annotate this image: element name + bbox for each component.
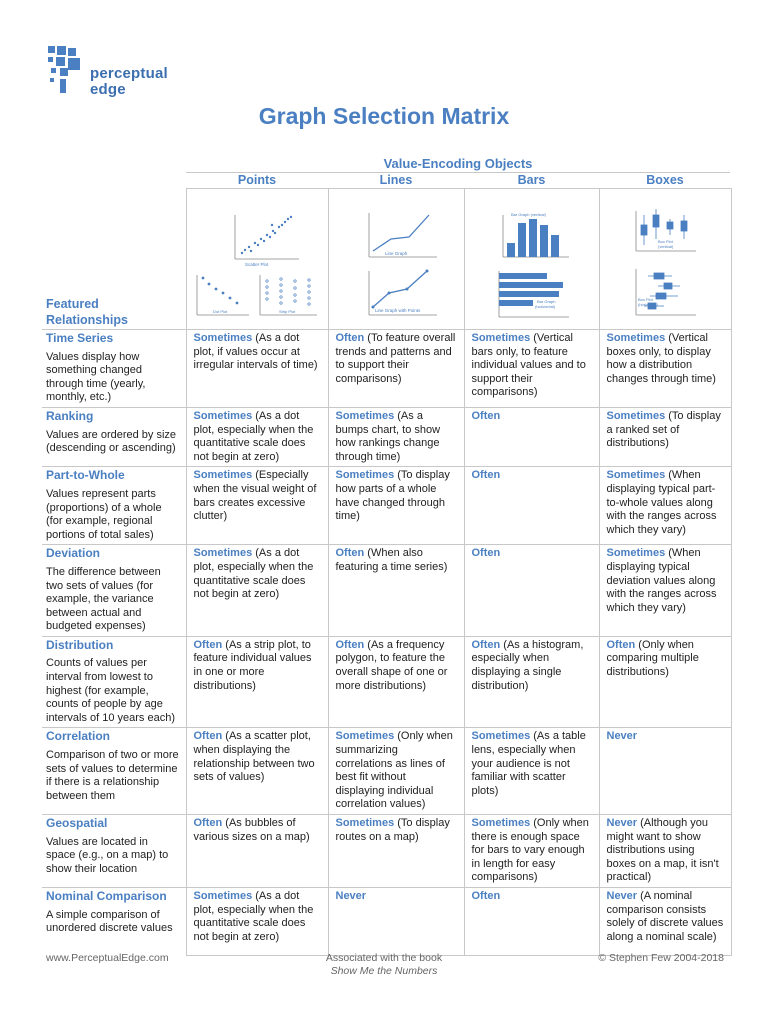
column-header-points: Points [237, 173, 277, 187]
cell-points: Sometimes (As a dot plot, if values occur at irregular intervals of time) [186, 330, 328, 408]
logo-line-perceptual: perceptual [90, 65, 168, 82]
value-encoding-heading: Value-Encoding Objects [383, 156, 533, 171]
column-header-bars: Bars [517, 173, 546, 187]
cell-bars: Often [464, 407, 599, 466]
cell-lines: Often (To feature overall trends and patterns and to support their comparisons) [328, 330, 464, 408]
horizontal-bar-graph-label: Bar Graph [536, 299, 555, 304]
horizontal-bar-graph-icon [499, 271, 569, 317]
row-description: Values represent parts (proportions) of a whole (for example, regional portions of total sales) [46, 487, 162, 541]
row-title: Nominal Comparison [46, 888, 167, 903]
row-correlation [42, 728, 731, 815]
cell-points: Often (As a strip plot, to feature individual values in one or more distributions) [186, 636, 328, 728]
cell-points: Often (As a scatter plot, when displaying the relationship between two sets of values) [186, 728, 328, 815]
cell-boxes: Sometimes (When displaying typical deviation values along with the ranges across which they vary) [599, 545, 731, 637]
cell-bars: Often [464, 887, 599, 955]
row-title: Time Series [46, 331, 114, 345]
cell-boxes: Sometimes (Vertical boxes only, to display how a distribution changes through time) [599, 330, 731, 408]
row-title: Geospatial [46, 816, 108, 830]
vertical-box-plot-icon [636, 209, 696, 251]
horizontal-bar-graph-label-2: (horizontal) [534, 304, 555, 309]
boxes-thumbnails [599, 189, 731, 330]
row-geospatial [42, 815, 731, 888]
lines-graphs-icon [329, 189, 464, 329]
logo-line-edge: edge [90, 81, 126, 98]
row-description: A simple comparison of unordered discrete values [46, 908, 173, 935]
row-ranking [42, 407, 731, 466]
row-title: Distribution [46, 637, 114, 652]
scatter-plot-label: Scatter Plot [244, 262, 268, 267]
cell-points: Sometimes (As a dot plot, especially when the quantitative scale does not begin at zero) [186, 545, 328, 637]
line-graph-icon [369, 213, 437, 257]
logo-text [90, 66, 210, 98]
vertical-box-plot-label: Box Plot [657, 239, 673, 244]
line-graph-label: Line Graph [384, 251, 407, 256]
cell-boxes: Never [599, 728, 731, 815]
footer-copyright: © Stephen Few 2004-2018 [598, 952, 724, 964]
page-title: Graph Selection Matrix [258, 103, 510, 129]
cell-bars: Often (As a histogram, especially when displaying a single distribution) [464, 636, 599, 728]
row-part-to-whole [42, 467, 731, 545]
row-description: The difference between two sets of values (for example, the variance between actual and budgeted expenses) [46, 565, 161, 633]
thumbnail-row [42, 189, 731, 330]
cell-boxes: Never (Although you might want to show distributions using boxes on a map, it isn't practical) [599, 815, 731, 888]
cell-bars: Sometimes (Only when there is enough space for bars to vary enough in length for easy comparisons) [464, 815, 599, 888]
lines-thumbnails [328, 189, 464, 330]
bars-graphs-icon [465, 189, 599, 329]
strip-plot-label: Strip Plot [278, 309, 295, 314]
cell-points: Often (As bubbles of various sizes on a map) [186, 815, 328, 888]
row-deviation [42, 545, 731, 637]
cell-boxes: Sometimes (To display a ranked set of distributions) [599, 407, 731, 466]
cell-bars: Often [464, 545, 599, 637]
row-time-series [42, 330, 731, 408]
points-graphs-icon [187, 189, 328, 329]
cell-lines: Sometimes (To display routes on a map) [328, 815, 464, 888]
horizontal-box-plot-label: Box Plot [637, 297, 653, 302]
graph-selection-matrix [42, 188, 732, 956]
dot-plot-icon [197, 275, 249, 315]
footer-book-credit: Associated with the book Show Me the Numbers [325, 952, 443, 977]
row-description: Values are ordered by size (descending or ascending) [46, 428, 177, 455]
row-description: Values display how something changed through time (yearly, monthly, etc.) [46, 350, 146, 404]
strip-plot-icon [260, 275, 317, 315]
line-graph-with-points-icon [369, 270, 437, 316]
horizontal-box-plot-icon [636, 269, 696, 315]
row-title: Ranking [46, 408, 94, 423]
column-header-lines: Lines [379, 173, 413, 187]
column-header-boxes: Boxes [646, 173, 684, 187]
cell-bars: Sometimes (As a table lens, especially when your audience is not familiar with scatter plots) [464, 728, 599, 815]
scatter-plot-icon [235, 215, 299, 267]
logo-mark-icon [46, 46, 86, 96]
cell-points: Sometimes (As a dot plot, especially when the quantitative scale does not begin at zero) [186, 407, 328, 466]
points-thumbnails [186, 189, 328, 330]
boxes-graphs-icon [600, 189, 731, 329]
cell-boxes: Sometimes (When displaying typical part-to-whole values along with the ranges across which they vary) [599, 467, 731, 545]
cell-lines: Sometimes (As a bumps chart, to show how rankings change through time) [328, 407, 464, 466]
row-description: Counts of values per interval from lowest to highest (for example, counts of people by age intervals of 10 years each) [46, 657, 176, 724]
cell-lines: Never [328, 887, 464, 955]
row-description: Comparison of two or more sets of values to determine if there is a relationship between them [46, 749, 179, 802]
bars-thumbnails [464, 189, 599, 330]
featured-relationships-heading: Featured Relationships [46, 297, 128, 327]
cell-points: Sometimes (Especially when the visual weight of bars creates excessive clutter) [186, 467, 328, 545]
row-nominal-comparison [42, 887, 731, 955]
horizontal-box-plot-label-2: (horizontal) [637, 302, 658, 307]
row-title: Part-to-Whole [46, 468, 125, 483]
vertical-bar-graph-label: Bar Graph (vertical) [510, 212, 546, 217]
row-distribution [42, 636, 731, 728]
cell-bars: Sometimes (Vertical bars only, to feature individual values and to support their comparisons) [464, 330, 599, 408]
line-graph-with-points-label: Line Graph with Points [374, 308, 420, 313]
cell-lines: Sometimes (To display how parts of a whole have changed through time) [328, 467, 464, 545]
row-description: Values are located in space (e.g., on a map) to show their location [46, 835, 169, 875]
vertical-box-plot-label-2: (vertical) [657, 244, 673, 249]
vertical-bar-graph-icon [503, 212, 569, 257]
footer-book-title: Show Me the Numbers [330, 965, 438, 977]
cell-lines: Often (When also featuring a time series) [328, 545, 464, 637]
row-title: Correlation [46, 729, 111, 744]
cell-boxes: Never (A nominal comparison consists solely of discrete values along a nominal scale) [599, 887, 731, 955]
cell-lines: Often (As a frequency polygon, to feature the overall shape of one or more distributions) [328, 636, 464, 728]
cell-points: Sometimes (As a dot plot, especially when the quantitative scale does not begin at zero) [186, 887, 328, 955]
dot-plot-label: Dot Plot [212, 309, 227, 314]
cell-boxes: Often (Only when comparing multiple distributions) [599, 636, 731, 728]
cell-bars: Often [464, 467, 599, 545]
footer-website-link[interactable]: www.PerceptualEdge.com [46, 952, 169, 964]
row-title: Deviation [46, 546, 101, 561]
perceptual-edge-logo [46, 46, 168, 98]
cell-lines: Sometimes (Only when summarizing correlations as lines of best fit without displaying individual correlation values) [328, 728, 464, 815]
